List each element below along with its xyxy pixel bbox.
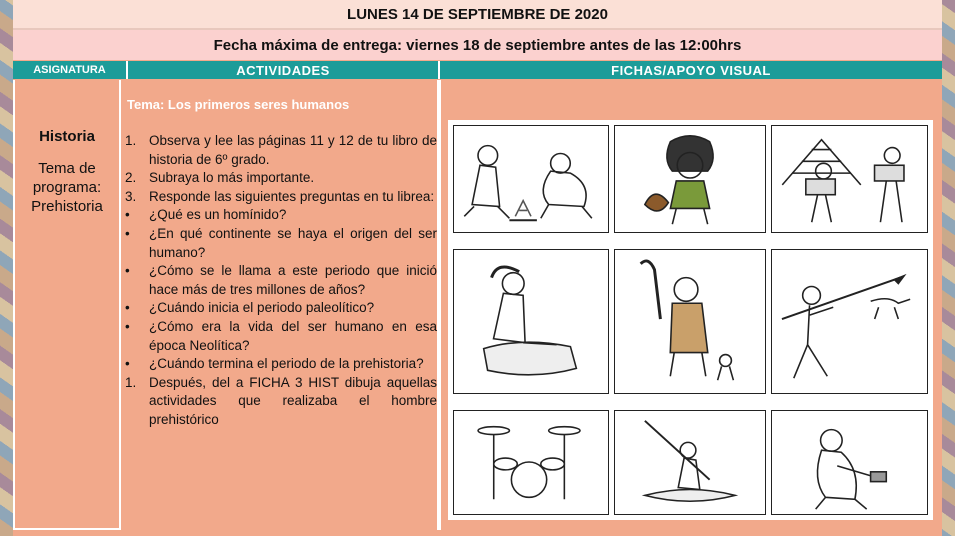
list-item: 1. Observa y lee las páginas 11 y 12 de tu libro de historia de 6º grado.	[125, 133, 437, 167]
illustration-grid	[448, 120, 933, 520]
list-item: • ¿Cuándo inicia el periodo paleolítico?	[125, 300, 375, 316]
hunter-with-spear-illustration	[771, 249, 928, 394]
subject-name: Historia	[39, 128, 95, 145]
cave-child-illustration	[614, 125, 766, 233]
column-header-subject: ASIGNATURA	[13, 61, 128, 79]
column-header-visual: FICHAS/APOYO VISUAL	[440, 61, 942, 79]
list-item: • ¿Cómo se le llama a este periodo que inició hace más de tres millones de años?	[125, 263, 437, 297]
woman-working-hide-illustration	[453, 249, 609, 394]
column-header-activities: ACTIVIDADES	[128, 61, 440, 79]
fisher-in-water-illustration	[614, 410, 766, 515]
caveman-with-stone-illustration	[771, 410, 928, 515]
list-item: • ¿Cómo era la vida del ser humano en esa época Neolítica?	[125, 318, 437, 353]
chief-with-club-illustration	[614, 249, 766, 394]
activities-list	[125, 132, 437, 430]
activities-topic: Tema: Los primeros seres humanos	[127, 97, 350, 112]
list-item: • ¿Cuándo termina el periodo de la prehistoria?	[125, 356, 424, 372]
list-item: 1. Después, del a FICHA 3 HIST dibuja aquellas actividades que realizaba el hombre prehistórico	[125, 374, 437, 427]
fire-making-illustration	[453, 125, 609, 233]
deadline-banner: Fecha máxima de entrega: viernes 18 de septiembre antes de las 12:00hrs	[13, 30, 942, 60]
visual-support-column	[441, 80, 942, 530]
subject-column	[13, 80, 121, 530]
list-item: • ¿Qué es un homínido?	[125, 207, 287, 223]
subject-topic: Tema de programa: Prehistoria	[31, 160, 103, 215]
list-item: 3. Responde las siguientes preguntas en tu librea:	[125, 188, 435, 204]
list-item: • ¿En qué continente se haya el origen del ser humano?	[125, 225, 437, 260]
activities-column	[121, 80, 441, 530]
pyramid-builders-illustration	[771, 125, 928, 233]
drum-kit-illustration	[453, 410, 609, 515]
date-banner: LUNES 14 DE SEPTIEMBRE DE 2020	[13, 0, 942, 30]
worksheet	[13, 0, 942, 536]
list-item: 2. Subraya lo más importante.	[125, 170, 315, 186]
